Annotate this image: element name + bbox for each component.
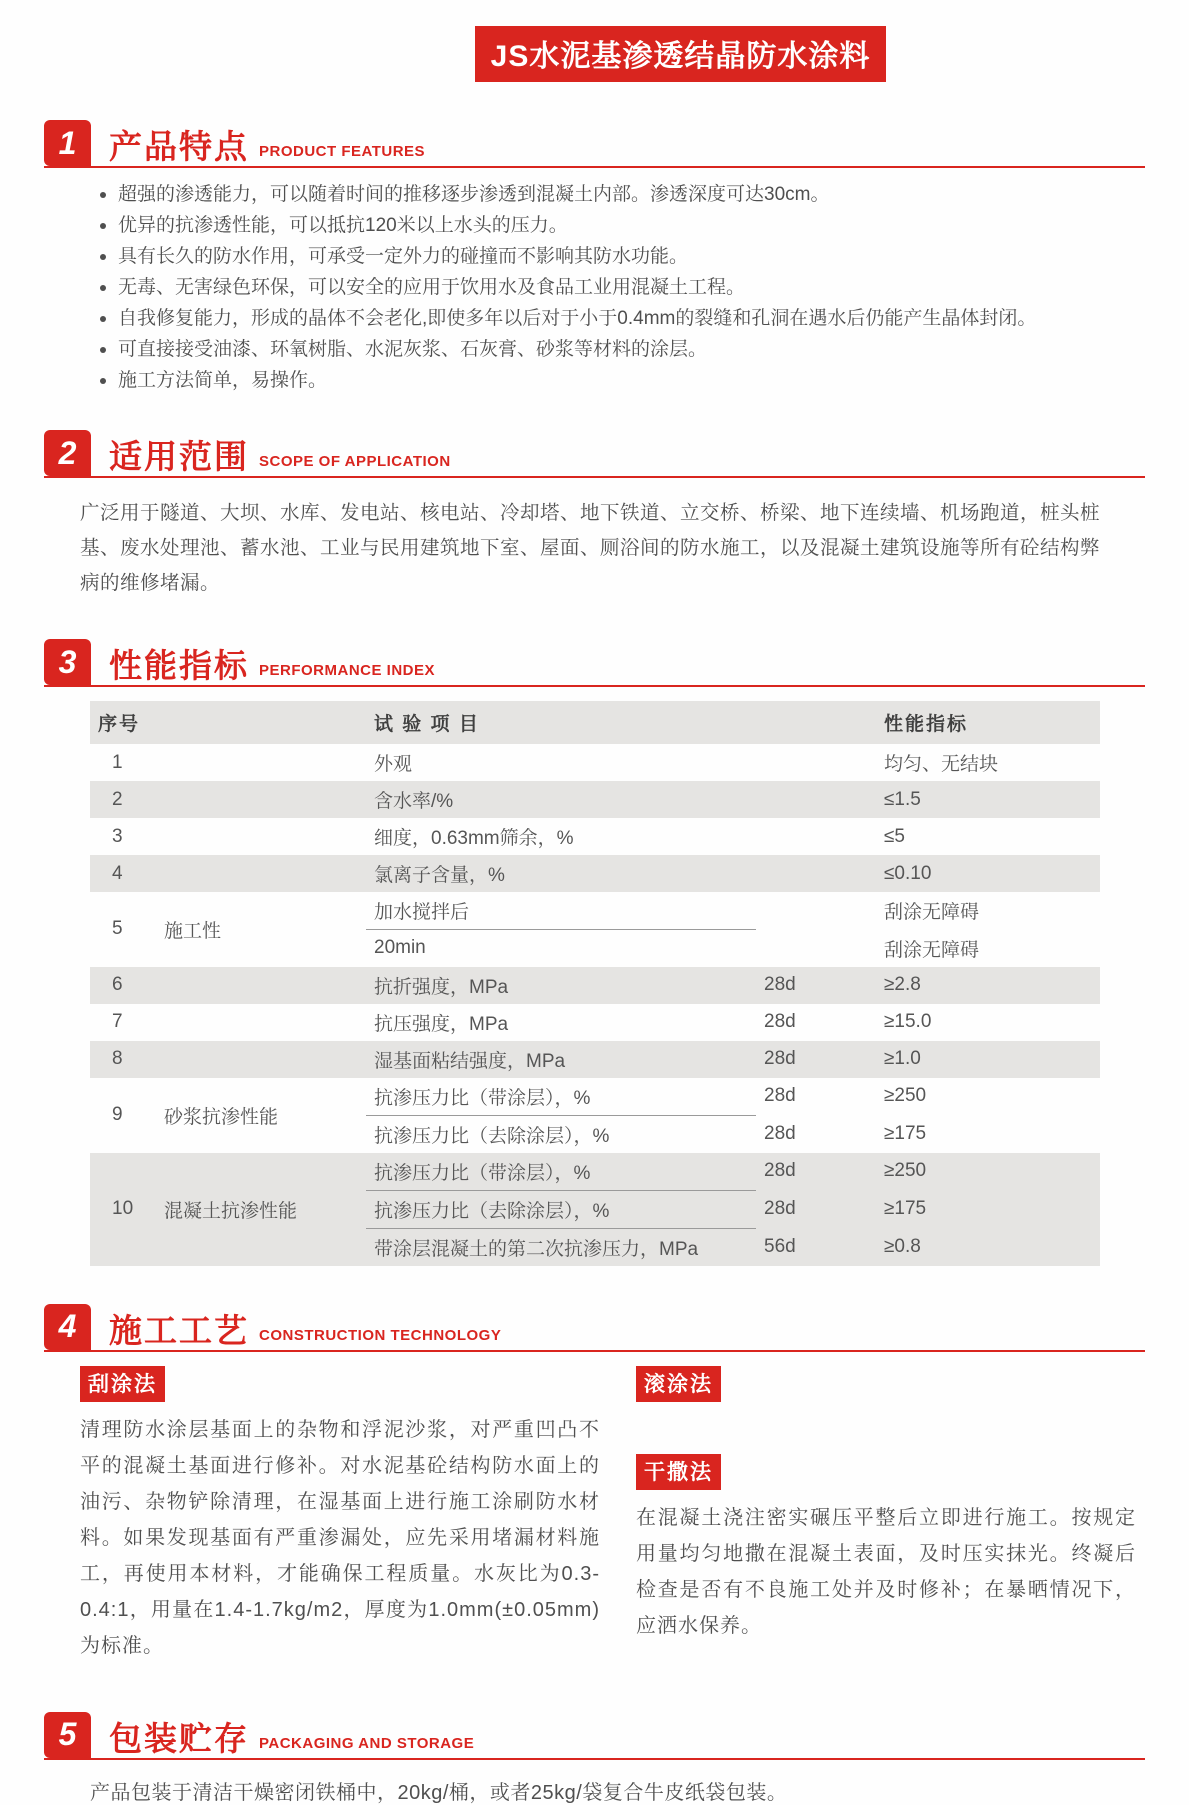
age-value: 28d [764, 1011, 796, 1032]
index-value: ≤0.10 [876, 855, 1100, 892]
age-value: 28d [764, 1085, 796, 1107]
index-value: 刮涂无障碍 [884, 939, 980, 961]
table-row [90, 855, 1100, 892]
table-row [90, 1153, 1100, 1191]
method-badge: 滚涂法 [636, 1366, 721, 1402]
row-category [156, 744, 366, 781]
age-value [756, 818, 876, 855]
table-row [90, 892, 1100, 930]
section-heading-packaging [44, 1712, 1145, 1760]
table-row [90, 781, 1100, 818]
age-value [756, 892, 876, 930]
table-row [90, 1041, 1100, 1078]
index-value: ≥2.8 [876, 967, 1100, 1004]
row-no: 1 [112, 751, 123, 773]
age-value: 28d [764, 1122, 796, 1144]
table-row [90, 1004, 1100, 1041]
scope-paragraph: 广泛用于隧道、大坝、水库、发电站、核电站、冷却塔、地下铁道、立交桥、桥梁、地下连续墙、机场跑道，桩头桩基、废水处理池、蓄水池、工业与民用建筑地下室、屋面、厕浴间的防水施工，以及混凝土建筑设施等所有砼结构弊病的维修堵漏。 [80, 502, 1101, 594]
section-title: 适用范围 [109, 438, 249, 475]
section-heading-construction [44, 1304, 1145, 1352]
performance-table [90, 701, 1100, 1266]
method-roller-coating [636, 1366, 1136, 1402]
feature-item: 具有长久的防水作用，可承受一定外力的碰撞而不影响其防水功能。 [100, 246, 1145, 268]
age-value: 56d [756, 1228, 876, 1266]
test-item: 抗压强度，MPa [374, 1013, 509, 1035]
test-item: 抗渗压力比（带涂层），% [366, 1078, 756, 1116]
test-item: 外观 [374, 754, 413, 775]
test-item: 含水率/% [366, 781, 756, 818]
row-category [156, 1004, 366, 1041]
feature-item: 无毒、无害绿色环保，可以安全的应用于饮用水及食品工业用混凝土工程。 [100, 277, 1145, 299]
index-value: ≥1.0 [876, 1041, 1100, 1078]
age-value [756, 930, 876, 967]
row-category: 混凝土抗渗性能 [156, 1153, 366, 1266]
row-no: 5 [112, 918, 123, 940]
page-title: JS水泥基渗透结晶防水涂料 [475, 26, 887, 82]
section-subtitle: PRODUCT FEATURES [259, 143, 426, 160]
feature-item: 超强的渗透能力，可以随着时间的推移逐步渗透到混凝土内部。渗透深度可达30cm。 [100, 184, 1145, 206]
section-heading-scope [44, 430, 1145, 478]
section-title: 施工工艺 [109, 1311, 249, 1349]
row-no: 7 [112, 1011, 123, 1032]
age-value [756, 744, 876, 781]
feature-item: 自我修复能力，形成的晶体不会老化,即使多年以后对于小于0.4mm的裂缝和孔洞在遇水后仍能产生晶体封闭。 [100, 308, 1145, 330]
feature-item: 优异的抗渗透性能，可以抵抗120米以上水头的压力。 [100, 215, 1145, 237]
test-item: 抗渗压力比（带涂层），% [366, 1153, 756, 1191]
test-item: 抗渗压力比（去除涂层），% [374, 1125, 610, 1147]
header-category [156, 701, 366, 744]
method-text: 清理防水涂层基面上的杂物和浮泥沙浆，对严重凹凸不平的混凝土基面进行修补。对水泥基砼结构防水面上的油污、杂物铲除清理，在湿基面上进行施工涂刷防水材料。如果发现基面有严重渗漏处，应先采用堵漏材料施工，再使用本材料，才能确保工程质量。水灰比为0.3-0.4:1，用量在1.4-1.7kg/m2，厚度为1.0mm(±0.05mm)为标准。 [80, 1418, 600, 1657]
age-value: 28d [756, 1153, 876, 1191]
feature-item: 可直接接受油漆、环氧树脂、水泥灰浆、石灰膏、砂浆等材料的涂层。 [100, 339, 1145, 361]
table-row [90, 818, 1100, 855]
method-text: 在混凝土浇注密实碾压平整后立即进行施工。按规定用量均匀地撒在混凝土表面，及时压实抹光。终凝后检查是否有不良施工处并及时修补；在暴晒情况下，应洒水保养。 [636, 1506, 1136, 1637]
row-no: 2 [90, 781, 156, 818]
section-heading-product-features [44, 120, 1145, 168]
test-item: 20min [374, 937, 426, 959]
index-value: ≥175 [876, 1190, 1100, 1228]
section-title: 包装贮存 [109, 1719, 249, 1757]
age-value: 28d [756, 1041, 876, 1078]
test-item: 湿基面粘结强度，MPa [366, 1041, 756, 1078]
feature-item: 施工方法简单，易操作。 [100, 370, 1145, 392]
index-value: ≤1.5 [876, 781, 1100, 818]
section-subtitle: CONSTRUCTION TECHNOLOGY [259, 1326, 502, 1344]
table-row [90, 744, 1100, 781]
section-subtitle: PERFORMANCE INDEX [259, 662, 436, 679]
row-category [156, 967, 366, 1004]
index-value: ≥0.8 [876, 1228, 1100, 1266]
table-row [90, 967, 1100, 1004]
table-header-row [90, 701, 1100, 744]
age-value [756, 855, 876, 892]
test-item: 加水搅拌后 [366, 892, 756, 930]
header-age [756, 701, 876, 744]
header-test-item: 试 验 项 目 [366, 701, 756, 744]
index-value: 刮涂无障碍 [884, 902, 980, 924]
test-item: 抗折强度，MPa [366, 967, 756, 1004]
section-number: 4 [44, 1304, 91, 1350]
age-value: 28d [756, 967, 876, 1004]
section-subtitle: SCOPE OF APPLICATION [259, 453, 451, 470]
section-title: 产品特点 [109, 128, 249, 165]
section-title: 性能指标 [109, 647, 249, 684]
row-category [156, 818, 366, 855]
test-item: 细度，0.63mm筛余，% [374, 828, 574, 849]
table-row [90, 1078, 1100, 1116]
row-no: 8 [90, 1041, 156, 1078]
test-item: 抗渗压力比（去除涂层），% [366, 1190, 756, 1228]
row-category: 施工性 [164, 920, 222, 942]
row-category: 砂浆抗渗性能 [164, 1106, 279, 1128]
section-number: 5 [44, 1712, 91, 1758]
age-value [756, 781, 876, 818]
row-no: 6 [90, 967, 156, 1004]
method-scrape-coating [80, 1366, 600, 1664]
index-value: ≥15.0 [884, 1011, 932, 1032]
index-value: ≤5 [884, 825, 905, 847]
method-badge: 干撒法 [636, 1454, 721, 1490]
index-value: 均匀、无结块 [884, 754, 999, 775]
section-subtitle: PACKAGING AND STORAGE [259, 1734, 475, 1752]
row-category [156, 781, 366, 818]
method-dry-sprinkle [636, 1454, 1136, 1644]
method-badge: 刮涂法 [80, 1366, 165, 1402]
row-category [156, 855, 366, 892]
row-no: 9 [112, 1104, 123, 1125]
document-page [0, 26, 1189, 1805]
row-category [156, 1041, 366, 1078]
index-value: ≥250 [884, 1085, 927, 1107]
section-number: 3 [44, 639, 91, 685]
row-no: 10 [90, 1153, 156, 1266]
construction-right-column [636, 1366, 1136, 1678]
row-no: 4 [90, 855, 156, 892]
test-item: 氯离子含量，% [366, 855, 756, 892]
features-list [44, 184, 1145, 392]
age-value: 28d [756, 1190, 876, 1228]
section-number: 2 [44, 430, 91, 476]
construction-columns [44, 1366, 1145, 1678]
row-no: 3 [112, 825, 123, 847]
test-item: 带涂层混凝土的第二次抗渗压力，MPa [366, 1228, 756, 1266]
section-heading-performance [44, 639, 1145, 687]
index-value: ≥175 [884, 1122, 927, 1144]
performance-table-body [90, 744, 1100, 1266]
packaging-paragraph: 产品包装于清洁干燥密闭铁桶中，20kg/桶，或者25kg/袋复合牛皮纸袋包装。 [90, 1781, 788, 1804]
index-value: ≥250 [876, 1153, 1100, 1191]
construction-left-column [80, 1366, 600, 1678]
header-index: 性能指标 [876, 701, 1100, 744]
header-no: 序号 [90, 701, 156, 744]
section-number: 1 [44, 120, 91, 166]
